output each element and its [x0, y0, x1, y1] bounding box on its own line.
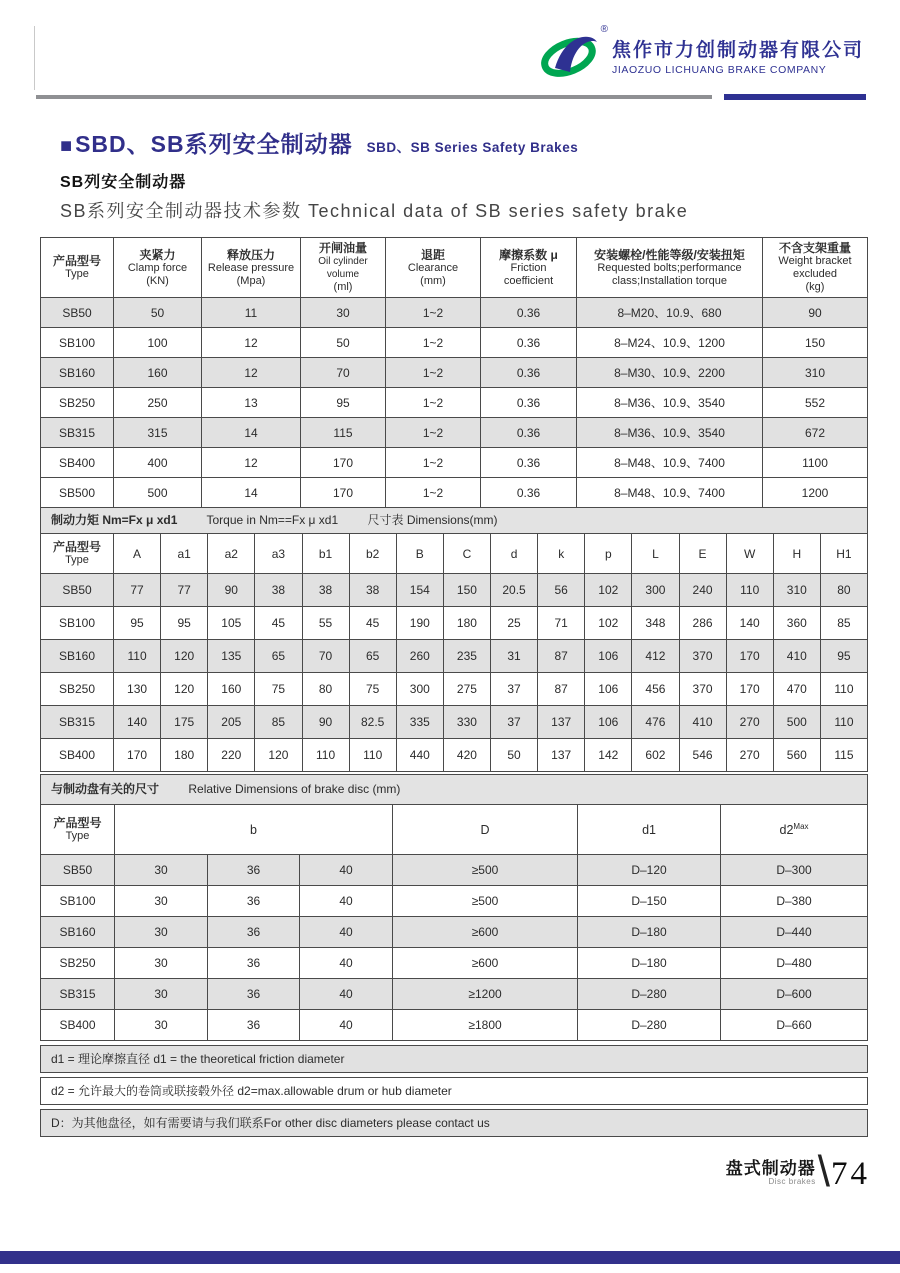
table-row: [41, 917, 868, 948]
value-cell: 0.36: [481, 418, 577, 448]
value-cell: 150: [763, 328, 868, 358]
col-header-release-pressure: 释放压力 Release pressure (Mpa): [202, 238, 301, 298]
logo-swirl-icon: [538, 26, 604, 84]
value-cell: 8–M24、10.9、1200: [577, 328, 763, 358]
value-cell: 36: [208, 855, 300, 886]
value-cell: 240: [679, 574, 726, 607]
value-cell: 275: [443, 673, 490, 706]
value-cell: D–300: [721, 855, 868, 886]
dim-col-header: A: [114, 534, 161, 574]
value-cell: 120: [161, 673, 208, 706]
model-cell: SB50: [41, 298, 114, 328]
value-cell: 602: [632, 739, 679, 772]
value-cell: 250: [114, 388, 202, 418]
disc-dimensions-table: [40, 804, 868, 1041]
value-cell: 38: [349, 574, 396, 607]
value-cell: 0.36: [481, 328, 577, 358]
dim-col-header: E: [679, 534, 726, 574]
value-cell: 71: [538, 607, 585, 640]
note-row-D: D：为其他盘径，如有需要请与我们联系For other disc diameters please contact us: [40, 1109, 868, 1137]
col-header-bolts: 安装螺栓/性能等级/安装扭矩 Requested bolts;performance class;Installation torque: [577, 238, 763, 298]
dim-col-header: H1: [820, 534, 867, 574]
value-cell: 110: [349, 739, 396, 772]
table-row: [41, 328, 868, 358]
table-row: [41, 574, 868, 607]
value-cell: 315: [114, 418, 202, 448]
value-cell: 140: [726, 607, 773, 640]
dim-col-header: H: [773, 534, 820, 574]
tech-params-table: [40, 237, 868, 508]
table-row: [41, 886, 868, 917]
value-cell: 170: [114, 739, 161, 772]
value-cell: 36: [208, 886, 300, 917]
value-cell: 80: [820, 574, 867, 607]
value-cell: D–600: [721, 979, 868, 1010]
value-cell: 270: [726, 706, 773, 739]
dim-col-header: b2: [349, 534, 396, 574]
value-cell: 1~2: [386, 418, 481, 448]
series-title: [60, 126, 860, 159]
value-cell: 120: [255, 739, 302, 772]
value-cell: 360: [773, 607, 820, 640]
value-cell: 85: [820, 607, 867, 640]
value-cell: 90: [208, 574, 255, 607]
value-cell: 130: [114, 673, 161, 706]
value-cell: 300: [396, 673, 443, 706]
value-cell: 30: [115, 886, 208, 917]
value-cell: 50: [491, 739, 538, 772]
company-name-en: JIAOZUO LICHUANG BRAKE COMPANY: [611, 63, 827, 76]
value-cell: 106: [585, 640, 632, 673]
value-cell: 440: [396, 739, 443, 772]
tech-title-en: Technical data of SB series safety brake: [308, 201, 689, 221]
table-row: [41, 948, 868, 979]
table-row: [41, 358, 868, 388]
value-cell: D–480: [721, 948, 868, 979]
company-name-cn: 焦作市力创制动器有限公司: [611, 39, 864, 61]
page-footer: [725, 1147, 870, 1196]
value-cell: 500: [773, 706, 820, 739]
note-row-d2: d2 = 允许最大的卷筒或联接毂外径 d2=max.allowable drum or hub diameter: [40, 1077, 868, 1105]
value-cell: 13: [202, 388, 301, 418]
footer-label-en: Disc brakes: [768, 1177, 816, 1186]
value-cell: 170: [301, 478, 386, 508]
table-row: [41, 1010, 868, 1041]
col-header-type: 产品型号 Type: [41, 238, 114, 298]
value-cell: 310: [763, 358, 868, 388]
value-cell: 8–M20、10.9、680: [577, 298, 763, 328]
model-cell: SB160: [41, 358, 114, 388]
value-cell: 137: [538, 706, 585, 739]
value-cell: 37: [491, 673, 538, 706]
value-cell: 1~2: [386, 328, 481, 358]
value-cell: 65: [255, 640, 302, 673]
value-cell: 180: [161, 739, 208, 772]
header-rule-gray: [36, 95, 712, 99]
value-cell: 335: [396, 706, 443, 739]
value-cell: 286: [679, 607, 726, 640]
value-cell: 235: [443, 640, 490, 673]
col-header-weight: 不含支架重量 Weight bracket excluded (kg): [763, 238, 868, 298]
value-cell: 135: [208, 640, 255, 673]
value-cell: 102: [585, 607, 632, 640]
value-cell: 300: [632, 574, 679, 607]
col-header-b: b: [115, 805, 393, 855]
value-cell: 40: [300, 1010, 393, 1041]
dimensions-table: [40, 533, 868, 772]
value-cell: 106: [585, 706, 632, 739]
value-cell: 30: [301, 298, 386, 328]
tech-title: [60, 197, 860, 223]
value-cell: D–660: [721, 1010, 868, 1041]
model-cell: SB315: [41, 979, 115, 1010]
value-cell: 45: [255, 607, 302, 640]
value-cell: 102: [585, 574, 632, 607]
value-cell: ≥600: [393, 917, 578, 948]
value-cell: D–380: [721, 886, 868, 917]
value-cell: 11: [202, 298, 301, 328]
value-cell: 55: [302, 607, 349, 640]
value-cell: 115: [301, 418, 386, 448]
page-edge-line: [34, 26, 35, 90]
value-cell: 1~2: [386, 358, 481, 388]
value-cell: D–280: [578, 1010, 721, 1041]
value-cell: 87: [538, 673, 585, 706]
value-cell: 400: [114, 448, 202, 478]
value-cell: 75: [255, 673, 302, 706]
value-cell: 12: [202, 448, 301, 478]
value-cell: 0.36: [481, 358, 577, 388]
value-cell: 40: [300, 948, 393, 979]
value-cell: 77: [161, 574, 208, 607]
value-cell: 40: [300, 886, 393, 917]
value-cell: 30: [115, 855, 208, 886]
value-cell: 160: [208, 673, 255, 706]
value-cell: 95: [301, 388, 386, 418]
model-cell: SB50: [41, 855, 115, 886]
value-cell: 40: [300, 979, 393, 1010]
value-cell: 1100: [763, 448, 868, 478]
col-header-D: D: [393, 805, 578, 855]
value-cell: 420: [443, 739, 490, 772]
value-cell: 37: [491, 706, 538, 739]
value-cell: 36: [208, 1010, 300, 1041]
value-cell: 456: [632, 673, 679, 706]
dim-col-header: a1: [161, 534, 208, 574]
value-cell: 142: [585, 739, 632, 772]
value-cell: 546: [679, 739, 726, 772]
title-square: ■: [60, 135, 74, 157]
value-cell: 175: [161, 706, 208, 739]
value-cell: 38: [302, 574, 349, 607]
value-cell: 190: [396, 607, 443, 640]
value-cell: 110: [726, 574, 773, 607]
value-cell: 412: [632, 640, 679, 673]
value-cell: 90: [763, 298, 868, 328]
value-cell: 8–M36、10.9、3540: [577, 388, 763, 418]
value-cell: ≥500: [393, 855, 578, 886]
value-cell: 1~2: [386, 298, 481, 328]
dim-col-header: k: [538, 534, 585, 574]
col-header-type: 产品型号 Type: [41, 534, 114, 574]
header-row: [41, 238, 868, 298]
value-cell: 105: [208, 607, 255, 640]
model-cell: SB400: [41, 448, 114, 478]
value-cell: 160: [114, 358, 202, 388]
value-cell: 140: [114, 706, 161, 739]
value-cell: D–440: [721, 917, 868, 948]
torque-formula-en: Torque in Nm==Fx μ xd1: [206, 513, 339, 527]
value-cell: D–180: [578, 948, 721, 979]
value-cell: 70: [301, 358, 386, 388]
value-cell: 95: [114, 607, 161, 640]
dim-col-header: b1: [302, 534, 349, 574]
value-cell: 30: [115, 1010, 208, 1041]
value-cell: 1~2: [386, 448, 481, 478]
dim-col-header: d: [491, 534, 538, 574]
value-cell: 110: [820, 673, 867, 706]
header-rule: [36, 94, 866, 100]
value-cell: 45: [349, 607, 396, 640]
value-cell: 87: [538, 640, 585, 673]
value-cell: 0.36: [481, 478, 577, 508]
value-cell: 20.5: [491, 574, 538, 607]
col-header-d1: d1: [578, 805, 721, 855]
col-header-type: 产品型号 Type: [41, 805, 115, 855]
model-cell: SB100: [41, 607, 114, 640]
model-cell: SB50: [41, 574, 114, 607]
value-cell: 110: [820, 706, 867, 739]
value-cell: ≥1200: [393, 979, 578, 1010]
value-cell: 0.36: [481, 298, 577, 328]
value-cell: 170: [726, 640, 773, 673]
value-cell: 110: [302, 739, 349, 772]
value-cell: 40: [300, 855, 393, 886]
brake-disc-band-cn: 与制动盘有关的尺寸: [51, 782, 160, 796]
value-cell: 75: [349, 673, 396, 706]
value-cell: 1200: [763, 478, 868, 508]
col-header-clamp-force: 夹紧力 Clamp force (KN): [114, 238, 202, 298]
table-row: [41, 979, 868, 1010]
table-row: [41, 448, 868, 478]
table-row: [41, 739, 868, 772]
col-header-friction: 摩擦系数 μ Friction coefficient: [481, 238, 577, 298]
col-header-oil-volume: 开闸油量 Oil cylinder volume (ml): [301, 238, 386, 298]
value-cell: 50: [114, 298, 202, 328]
value-cell: 50: [301, 328, 386, 358]
value-cell: 370: [679, 673, 726, 706]
value-cell: 672: [763, 418, 868, 448]
value-cell: 31: [491, 640, 538, 673]
table-row: [41, 607, 868, 640]
value-cell: 30: [115, 917, 208, 948]
title-block: [60, 126, 860, 223]
model-subtitle: SB列安全制动器: [60, 174, 187, 191]
value-cell: 115: [820, 739, 867, 772]
value-cell: 36: [208, 917, 300, 948]
model-cell: SB100: [41, 886, 115, 917]
value-cell: 100: [114, 328, 202, 358]
model-cell: SB250: [41, 388, 114, 418]
value-cell: 370: [679, 640, 726, 673]
value-cell: 260: [396, 640, 443, 673]
value-cell: 137: [538, 739, 585, 772]
col-header-d2: $d2^{Max}$: [721, 805, 868, 855]
value-cell: 110: [114, 640, 161, 673]
dim-col-header: C: [443, 534, 490, 574]
table-row: [41, 640, 868, 673]
value-cell: 90: [302, 706, 349, 739]
dim-col-header: a2: [208, 534, 255, 574]
dim-col-header: p: [585, 534, 632, 574]
value-cell: 552: [763, 388, 868, 418]
model-cell: SB315: [41, 418, 114, 448]
value-cell: 65: [349, 640, 396, 673]
value-cell: 12: [202, 328, 301, 358]
value-cell: 205: [208, 706, 255, 739]
model-cell: SB100: [41, 328, 114, 358]
value-cell: D–280: [578, 979, 721, 1010]
value-cell: 0.36: [481, 388, 577, 418]
value-cell: 70: [302, 640, 349, 673]
value-cell: 1~2: [386, 388, 481, 418]
value-cell: 8–M48、10.9、7400: [577, 448, 763, 478]
note-row-d1: d1 = 理论摩擦直径 d1 = the theoretical friction diameter: [40, 1045, 868, 1073]
model-cell: SB160: [41, 917, 115, 948]
model-cell: SB250: [41, 673, 114, 706]
tech-title-cn: SB系列安全制动器技术参数: [60, 201, 302, 221]
value-cell: D–150: [578, 886, 721, 917]
value-cell: 56: [538, 574, 585, 607]
value-cell: D–120: [578, 855, 721, 886]
page-number: 74: [831, 1156, 870, 1192]
value-cell: 8–M30、10.9、2200: [577, 358, 763, 388]
brake-disc-band-en: Relative Dimensions of brake disc (mm): [188, 782, 401, 796]
value-cell: 95: [161, 607, 208, 640]
value-cell: 77: [114, 574, 161, 607]
value-cell: 120: [161, 640, 208, 673]
value-cell: ≥1800: [393, 1010, 578, 1041]
value-cell: 36: [208, 948, 300, 979]
value-cell: 270: [726, 739, 773, 772]
value-cell: 106: [585, 673, 632, 706]
footer-slash: \: [817, 1147, 830, 1196]
registered-mark: ®: [600, 24, 608, 35]
model-cell: SB315: [41, 706, 114, 739]
value-cell: 12: [202, 358, 301, 388]
table-row: [41, 478, 868, 508]
footer-label-cn: 盘式制动器: [725, 1159, 816, 1178]
value-cell: 30: [115, 979, 208, 1010]
value-cell: 170: [726, 673, 773, 706]
dim-col-header: L: [632, 534, 679, 574]
value-cell: 410: [679, 706, 726, 739]
value-cell: 470: [773, 673, 820, 706]
model-cell: SB400: [41, 1010, 115, 1041]
value-cell: 14: [202, 478, 301, 508]
value-cell: 95: [820, 640, 867, 673]
table-row: [41, 706, 868, 739]
model-cell: SB160: [41, 640, 114, 673]
value-cell: 85: [255, 706, 302, 739]
table-row: [41, 388, 868, 418]
value-cell: 476: [632, 706, 679, 739]
series-title-cn: SBD、SB系列安全制动器: [75, 131, 353, 157]
series-title-en: SBD、SB Series Safety Brakes: [366, 140, 579, 155]
value-cell: 80: [302, 673, 349, 706]
value-cell: 0.36: [481, 448, 577, 478]
value-cell: 8–M36、10.9、3540: [577, 418, 763, 448]
model-cell: SB400: [41, 739, 114, 772]
value-cell: 500: [114, 478, 202, 508]
brake-disc-band: [40, 774, 868, 805]
dimensions-label: 尺寸表 Dimensions(mm): [367, 513, 498, 527]
value-cell: ≥500: [393, 886, 578, 917]
value-cell: 38: [255, 574, 302, 607]
value-cell: D–180: [578, 917, 721, 948]
value-cell: 170: [301, 448, 386, 478]
col-header-clearance: 退距 Clearance (mm): [386, 238, 481, 298]
value-cell: 310: [773, 574, 820, 607]
table-row: [41, 418, 868, 448]
value-cell: 154: [396, 574, 443, 607]
torque-formula-band: [40, 507, 868, 534]
value-cell: 1~2: [386, 478, 481, 508]
value-cell: ≥600: [393, 948, 578, 979]
company-logo: [538, 24, 608, 84]
value-cell: 150: [443, 574, 490, 607]
model-cell: SB250: [41, 948, 115, 979]
value-cell: 30: [115, 948, 208, 979]
value-cell: 560: [773, 739, 820, 772]
header-row: [41, 805, 868, 855]
value-cell: 348: [632, 607, 679, 640]
table-row: [41, 855, 868, 886]
dim-col-header: B: [396, 534, 443, 574]
dim-col-header: W: [726, 534, 773, 574]
value-cell: 82.5: [349, 706, 396, 739]
page-header: [538, 26, 864, 84]
value-cell: 220: [208, 739, 255, 772]
value-cell: 40: [300, 917, 393, 948]
value-cell: 180: [443, 607, 490, 640]
table-row: [41, 298, 868, 328]
model-cell: SB500: [41, 478, 114, 508]
table-row: [41, 673, 868, 706]
header-rule-navy: [724, 94, 866, 100]
value-cell: 330: [443, 706, 490, 739]
bottom-bar: [0, 1251, 900, 1264]
torque-formula-cn: 制动力矩 Nm=Fx μ xd1: [51, 513, 178, 527]
value-cell: 25: [491, 607, 538, 640]
value-cell: 14: [202, 418, 301, 448]
value-cell: 8–M48、10.9、7400: [577, 478, 763, 508]
value-cell: 410: [773, 640, 820, 673]
header-row: [41, 534, 868, 574]
tables-zone: [40, 237, 868, 1137]
dim-col-header: a3: [255, 534, 302, 574]
value-cell: 36: [208, 979, 300, 1010]
